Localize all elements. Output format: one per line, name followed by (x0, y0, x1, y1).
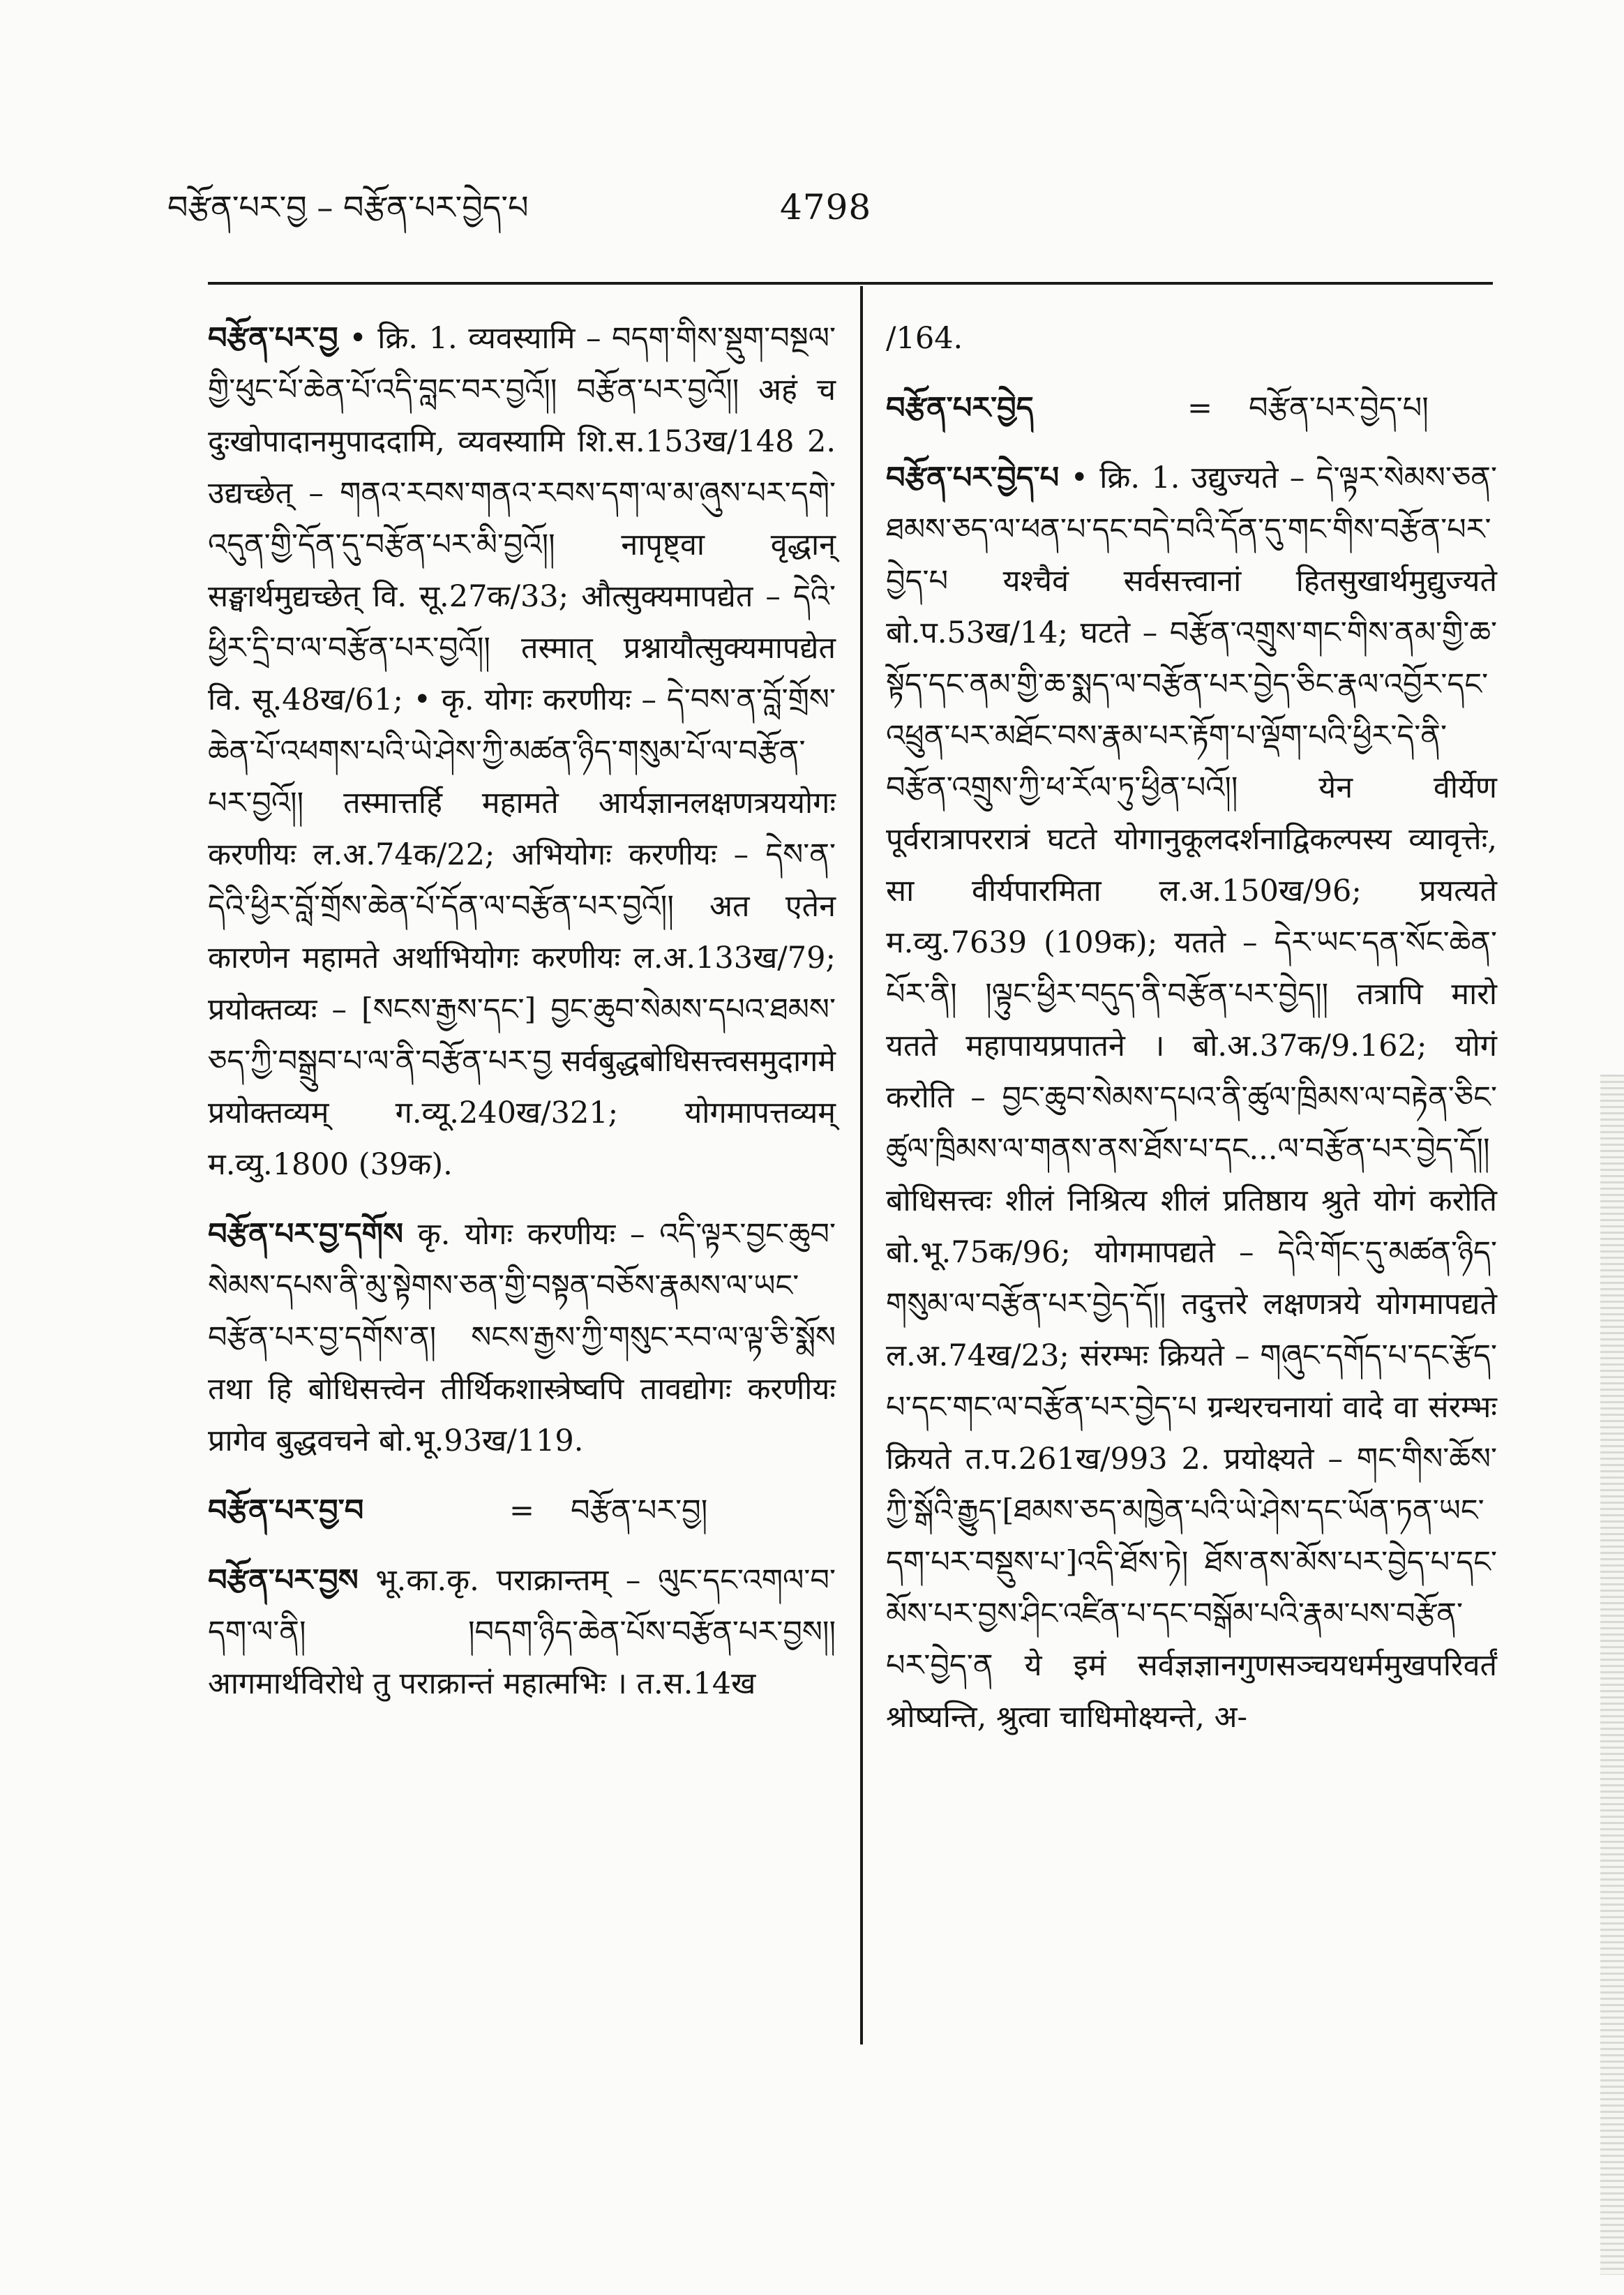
entry-body: कृ. योगः करणीयः – འདི་ལྟར་བྱང་ཆུབ་སེམས་དཔས་ནི་མུ་སྟེགས་ཅན་གྱི་བསྟན་བཅོས་རྣམས་ལ་ཡང་བརྩོན་པར་བྱ་དགོས་ན། སངས་རྒྱས་ཀྱི་གསུང་རབ་ལ་ལྟ་ཅི་སྨོས तथा हि बोधिसत्त्वेन तीर्थिकशास्त्रेष्वपि तावद्योगः करणीयः प्रागेव बुद्धवचने बो.भू.93ख/119. (208, 1217, 836, 1458)
cross-reference: བརྩོན་པར་བྱ། (571, 1493, 708, 1528)
column-divider (860, 286, 863, 2044)
continuation (886, 313, 1497, 364)
equals-sign: = (509, 1493, 535, 1528)
running-head: བརྩོན་པར་བྱ – བརྩོན་པར་བྱེད་པ (167, 188, 529, 226)
entry-body: /164. (886, 321, 963, 356)
page-number: 4798 (780, 187, 872, 227)
entry-byed-pa (886, 452, 1497, 1743)
left-column (208, 313, 836, 1728)
entry-byed (886, 382, 1497, 434)
entry-body: • क्रि. 1. उद्युज्यते – དེ་ལྟར་སེམས་ཅན་ཐམས་ཅད་ལ་ཕན་པ་དང་བདེ་བའི་དོན་དུ་གང་གིས་བརྩོན་པར་བྱེད་པ यश्चैवं सर्वसत्त्वानां हितसुखार्थमुद्युज्यते बो.प.53ख/14; घटते – བརྩོན་འགྲུས་གང་གིས་ནམ་གྱི་ཆ་སྟོད་དང་ནམ་གྱི་ཆ་སྨད་ལ་བརྩོན་པར་བྱེད་ཅིང་རྣལ་འབྱོར་དང་འཕྲུན་པར་མཐོང་བས་རྣམ་པར་རྟོག་པ་ལྡོག་པའི་ཕྱིར་དེ་ནི་བརྩོན་འགྲུས་ཀྱི་ཕ་རོལ་ཏུ་ཕྱིན་པའོ།། येन वीर्येण पूर्वरात्रापररात्रं घटते योगानुकूलदर्शनाद्विकल्पस्य व्यावृत्तेः, सा वीर्यपारमिता ल.अ.150ख/96; प्रयत्यते म.व्यु.7639 (109क); यतते – དེར་ཡང་དན་སོང་ཆེན་པོར་ནི། །ལྟུང་ཕྱིར་བདུད་ནི་བརྩོན་པར་བྱེད།། तत्रापि मारो यतते महापायप्रपातने । बो.अ.37क/9.162; योगं करोति – བྱང་ཆུབ་སེམས་དཔའ་ནི་ཚུལ་ཁྲིམས་ལ་བརྟེན་ཅིང་ཚུལ་ཁྲིམས་ལ་གནས་ནས་ཐོས་པ་དང...ལ་བརྩོན་པར་བྱེད་དོ།། बोधिसत्त्वः शीलं निश्रित्य शीलं प्रतिष्ठाय श्रुते योगं करोति बो.भू.75क/96; योगमापद्यते – དེའི་གོང་དུ་མཚན་ཉིད་གསུམ་ལ་བརྩོན་པར་བྱེད་དོ།། तदुत्तरे लक्षणत्रये योगमापद्यते ल.अ.74ख/23; संरम्भः क्रियते – གཞུང་དགོད་པ་དང་རྩོད་པ་དང་གང་ལ་བརྩོན་པར་བྱེད་པ ग्रन्थरचनायां वादे वा संरम्भः क्रियते त.प.261ख/993 2. प्रयोक्ष्यते – གང་གིས་ཆོས་ཀྱི་སྒོའི་རྒྱུད་[ཐམས་ཅད་མཁྱེན་པའི་ཡེ་ཤེས་དང་ཡོན་ཏན་ཡང་དག་པར་བསྡུས་པ་]འདི་ཐོས་ཏེ། ཐོས་ནས་མོས་པར་བྱེད་པ་དང་མོས་པར་བྱས་ཤིང་འཛིན་པ་དང་བསྒོམ་པའི་རྣམ་པས་བརྩོན་པར་བྱེད་ན ये इमं सर्वज्ञज्ञानगुणसञ्चयधर्ममुखपरिवर्तं श्रोष्यन्ति, श्रुत्वा चाधिमोक्ष्यन्ते, अ- (886, 461, 1498, 1735)
entry-body: • क्रि. 1. व्यवस्यामि – བདག་གིས་སྡུག་བསྔལ་གྱི་ཕུང་པོ་ཆེན་པོ་འདི་བླང་བར་བྱའོ།། བརྩོན་པར་བྱའོ།། अहं च दुःखोपादानमुपाददामि, व्यवस्यामि शि.स.153ख/148 2. उद्यच्छेत् – གནའ་རབས་གནའ་རབས་དག་ལ་མ་ཞུས་པར་དགེ་འདུན་གྱི་དོན་དུ་བརྩོན་པར་མི་བྱའོ།། नापृष्ट्वा वृद्धान् सङ्घार्थमुद्यच्छेत् वि. सू.27क/33; औत्सुक्यमापद्येत – དེའི་ཕྱིར་དྲི་བ་ལ་བརྩོན་པར་བྱའོ།། तस्मात् प्रश्नायौत्सुक्यमापद्येत वि. सू.48ख/61; • कृ. योगः करणीयः – དེ་བས་ན་བློ་གྲོས་ཆེན་པོ་འཕགས་པའི་ཡེ་ཤེས་ཀྱི་མཚན་ཉིད་གསུམ་པོ་ལ་བརྩོན་པར་བྱའོ།། तस्मात्तर्हि महामते आर्यज्ञानलक्षणत्रययोगः करणीयः ल.अ.74क/22; अभियोगः करणीयः – དེས་ན་དེའི་ཕྱིར་བློ་གྲོས་ཆེན་པོ་དོན་ལ་བརྩོན་པར་བྱའོ།། अत एतेन कारणेन महामते अर्थाभियोगः करणीयः ल.अ.133ख/79; प्रयोक्तव्यः – [སངས་རྒྱས་དང་] བྱང་ཆུབ་སེམས་དཔའ་ཐམས་ཅད་ཀྱི་བསྒྲུབ་པ་ལ་ནི་བརྩོན་པར་བྱ सर्वबुद्धबोधिसत्त्वसमुदागमे प्रयोक्तव्यम् ग.व्यू.240ख/321; योगमापत्तव्यम् म.व्यु.1800 (39क). (208, 321, 836, 1182)
entry-headword: བརྩོན་པར་བྱ་བ (208, 1493, 364, 1528)
entry-headword: བརྩོན་པར་བྱས (208, 1563, 359, 1598)
right-column (886, 313, 1497, 1761)
running-header (0, 183, 1624, 232)
entry-bya-dgos (208, 1209, 836, 1467)
entry-headword: བརྩོན་པར་བྱ (208, 321, 338, 356)
entry-bya-ba (208, 1485, 836, 1537)
entry-headword: བརྩོན་པར་བྱེད (886, 391, 1034, 426)
entry-bya (208, 313, 836, 1190)
cross-reference: བརྩོན་པར་བྱེད་པ། (1249, 391, 1429, 426)
entry-headword: བརྩོན་པར་བྱ་དགོས (208, 1217, 403, 1252)
page-edge-shadow (1600, 1075, 1624, 2275)
header-rule (208, 282, 1493, 285)
equals-sign: = (1187, 391, 1213, 426)
entry-headword: བརྩོན་པར་བྱེད་པ (886, 461, 1060, 495)
entry-byas (208, 1555, 836, 1710)
entry-body: भू.का.कृ. पराक्रान्तम् – ལུང་དང་འགལ་བ་དག་ལ་ནི། །བདག་ཉིད་ཆེན་པོས་བརྩོན་པར་བྱས།། आगमार्थविरोधे तु पराक्रान्तं महात्मभिः । त.स.14ख (208, 1563, 836, 1701)
